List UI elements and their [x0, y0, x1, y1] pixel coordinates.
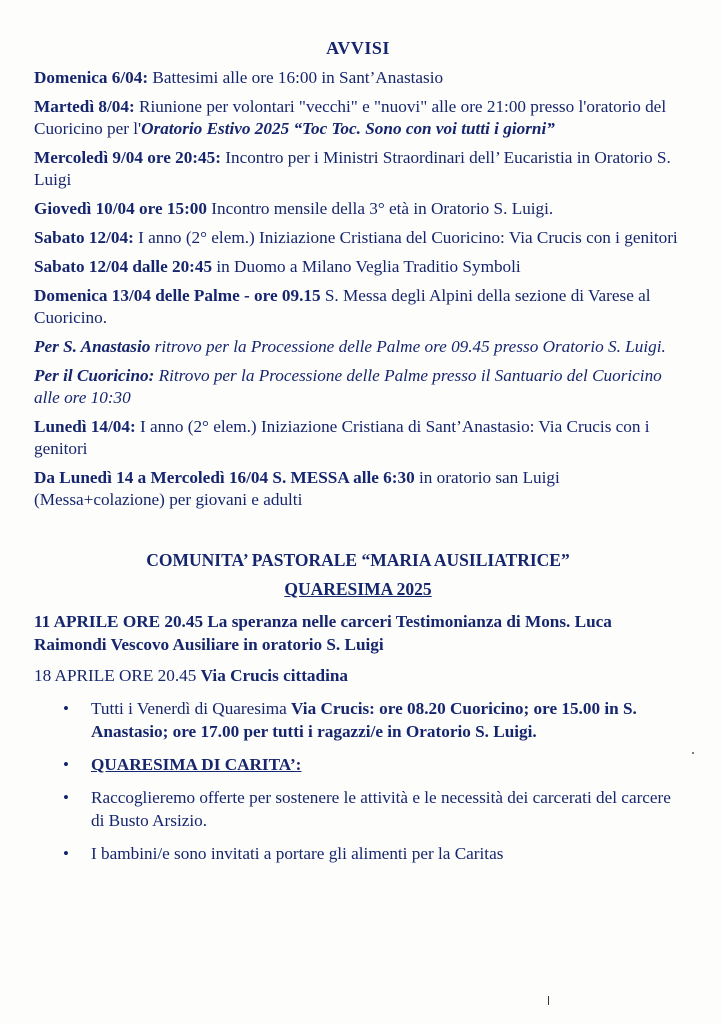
notice-date: Lunedì 14/04: — [34, 417, 136, 436]
notice-text: Battesimi alle ore 16:00 in Sant’Anastasio — [148, 68, 444, 87]
list-item — [63, 842, 682, 865]
list-text-bold: Via Crucis: ore 08.20 Cuoricino; ore 15.00 in S. Anastasio; ore 17.00 per tutti i ragazzi/e in Oratorio S. Luigi. — [91, 699, 637, 741]
list-heading: QUARESIMA DI CARITA’: — [91, 755, 302, 774]
notice-text: Riunione per volontari "vecchi" e "nuovi" alle ore 21:00 presso l'oratorio del Cuoricino per l' — [34, 97, 667, 138]
event-18-title: Via Crucis cittadina — [200, 666, 349, 685]
notice-text: ritrovo per la Processione delle Palme ore 09.45 presso Oratorio S. Luigi. — [150, 337, 666, 356]
notice-text: Ritrovo per la Processione delle Palme presso il Santuario del Cuoricino alle ore 10:30 — [34, 366, 662, 407]
notice-text: in oratorio san Luigi (Messa+colazione) per giovani e adulti — [34, 468, 560, 509]
notice-date: Martedì 8/04: — [34, 97, 135, 116]
avvisi-title: AVVISI — [326, 38, 390, 58]
notice-item — [34, 285, 682, 329]
bullet-icon: • — [63, 699, 69, 718]
notice-emphasis: Oratorio Estivo 2025 “Toc Toc. Sono con voi tutti i giorni” — [141, 119, 555, 138]
notice-date: Giovedì 10/04 ore 15:00 — [34, 199, 207, 218]
notice-date: Per il Cuoricino: — [34, 366, 155, 385]
list-text: Raccoglieremo offerte per sostenere le attività e le necessità dei carcerati del carcere di Busto Arsizio. — [91, 788, 671, 830]
notice-item — [34, 416, 682, 460]
bullet-icon: • — [63, 844, 69, 863]
bullet-icon: • — [63, 788, 69, 807]
notice-item — [34, 147, 682, 191]
comunita-title: COMUNITA’ PASTORALE “MARIA AUSILIATRICE” — [146, 550, 570, 570]
notice-item — [34, 336, 682, 358]
notice-item — [34, 365, 682, 409]
quaresima-heading — [34, 576, 682, 602]
notice-text: I anno (2° elem.) Iniziazione Cristiana del Cuoricino: Via Crucis con i genitori — [133, 228, 678, 247]
notice-date: Domenica 6/04: — [34, 68, 149, 87]
paper-mark — [548, 996, 549, 1005]
notice-item — [34, 227, 682, 249]
event-18-date: 18 APRILE ORE 20.45 — [34, 666, 201, 685]
section-gap — [34, 518, 682, 548]
notice-date: Domenica 13/04 delle Palme - ore 09.15 — [34, 286, 321, 305]
list-item — [63, 697, 682, 743]
notice-date: Mercoledì 9/04 ore 20:45: — [34, 148, 221, 167]
notice-item — [34, 96, 682, 140]
notice-text: in Duomo a Milano Veglia Traditio Symboli — [212, 257, 521, 276]
notice-date: Sabato 12/04: — [34, 228, 134, 247]
notice-text: S. Messa degli Alpini della sezione di Varese al Cuoricino. — [34, 286, 651, 327]
notice-item — [34, 256, 682, 278]
bullet-icon: • — [63, 755, 69, 774]
notice-item — [34, 467, 682, 511]
notice-item — [34, 198, 682, 220]
notice-date: Per S. Anastasio — [34, 337, 151, 356]
list-text: Tutti i Venerdì di Quaresima — [91, 699, 292, 718]
notice-date: Da Lunedì 14 a Mercoledì 16/04 S. MESSA alle 6:30 — [34, 468, 415, 487]
notice-text: Incontro per i Ministri Straordinari dell’ Eucaristia in Oratorio S. Luigi — [34, 148, 671, 189]
quaresima-list — [34, 697, 682, 865]
event-11-aprile: 11 APRILE ORE 20.45 La speranza nelle carceri Testimonianza di Mons. Luca Raimondi Vescovo Ausiliare in oratorio S. Luigi — [34, 612, 612, 654]
list-item — [63, 786, 682, 832]
notice-item — [34, 67, 682, 89]
paper-speck — [692, 752, 694, 754]
event-18-aprile — [34, 664, 682, 687]
quaresima-title: QUARESIMA 2025 — [284, 579, 432, 599]
notice-text: I anno (2° elem.) Iniziazione Cristiana di Sant’Anastasio: Via Crucis con i genitori — [34, 417, 650, 458]
list-text: I bambini/e sono invitati a portare gli alimenti per la Caritas — [91, 844, 504, 863]
notice-text: Incontro mensile della 3° età in Oratorio S. Luigi. — [206, 199, 554, 218]
notice-date: Sabato 12/04 dalle 20:45 — [34, 257, 213, 276]
list-item — [63, 753, 682, 776]
